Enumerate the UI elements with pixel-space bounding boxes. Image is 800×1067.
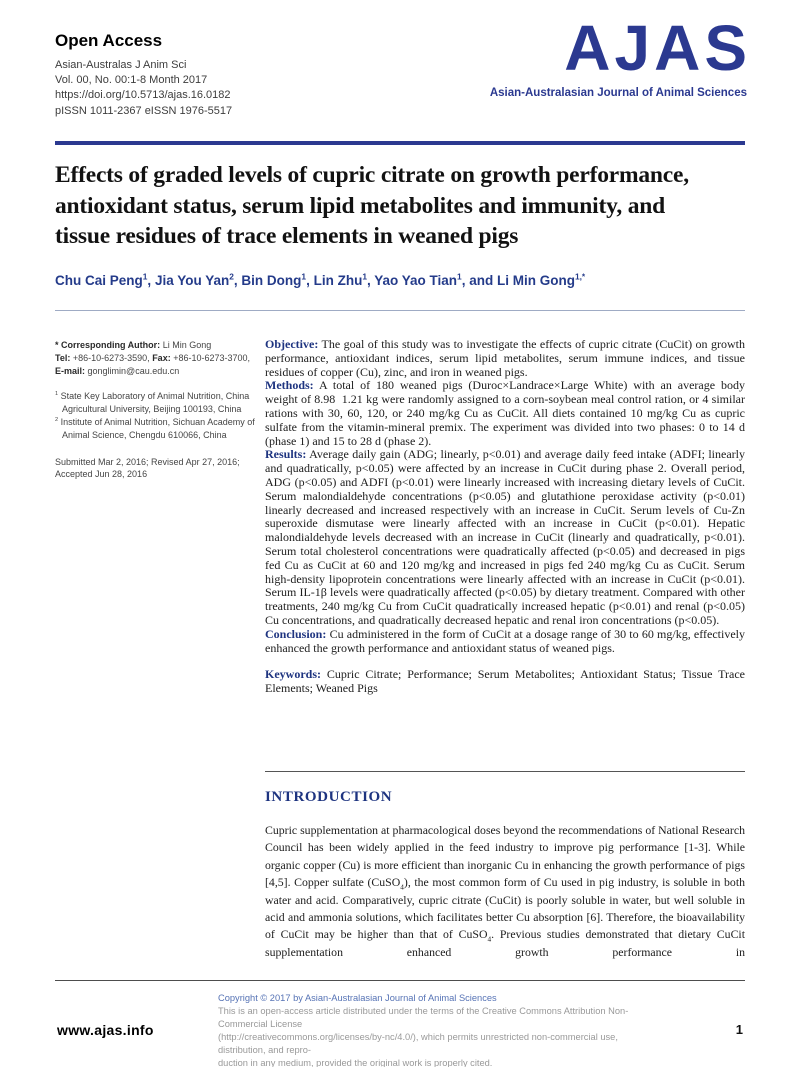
journal-website-link[interactable]: www.ajas.info (57, 1022, 154, 1038)
page-number: 1 (735, 1022, 743, 1037)
introduction-paragraph: Cupric supplementation at pharmacological doses beyond the recommendations of National Research Council has been widely applied in the feed industry to improve pig performance [1-3]. While organic copper (Cu) is more efficient than inorganic Cu in enhancing the growth performance of pigs [4,5]. Copper sulfate (CuSO$_4$), the most common form of Cu used in pig industry, is soluble in both water and acid. Comparatively, cupric citrate (CuCit) is poorly soluble in water, but well soluble in acid and ammonia solutions, which facilitates better Cu absorption [6]. Therefore, the bioavailability of CuCit may be higher than that of CuSO$_4$. Previous studies demonstrated that dietary CuCit supplementation enhanced growth performance in (265, 823, 745, 959)
keywords-block (265, 668, 745, 696)
ajas-logo: AJAS (564, 12, 751, 84)
methods-text: A total of 180 weaned pigs (Duroc×Landrace×Large White) with an average body weight of 8.98 1.21 kg were randomly assigned to a corn-soybean meal control ration, or 4 similar rations with 30, 60, 120, or 240 mg/kg Cu as CuCit. All diets contained 10 mg/kg Cu as cupric sulfate from the vitamin-mineral premix. The experiment was divided into two phases: 0 to 14 d (phase 1) and 15 to 28 d (phase 2). (265, 378, 745, 448)
footer-divider-rule (55, 980, 745, 981)
keywords-text: Cupric Citrate; Performance; Serum Metabolites; Antioxidant Status; Tissue Trace Elements; Weaned Pigs (265, 667, 746, 696)
journal-abbreviation: Asian-Australas J Anim Sci (55, 59, 187, 71)
results-label: Results: (265, 447, 307, 462)
abstract-conclusion (265, 628, 745, 656)
copyright-block (218, 992, 660, 1067)
article-title: Effects of graded levels of cupric citrate on growth performance, antioxidant status, serum lipid metabolites and immunity, and tissue residues of trace elements in weaned pigs (55, 162, 689, 249)
submission-dates (55, 456, 257, 482)
keywords-label: Keywords: (265, 667, 321, 682)
corresponding-author-block (55, 339, 257, 377)
dates-line-2: Accepted Jun 28, 2016 (55, 469, 148, 480)
abstract-methods (265, 379, 745, 448)
journal-citation-block (55, 58, 232, 119)
author-list: Chu Cai Peng$^1$, Jia You Yan$^2$, Bin Dong$^1$, Lin Zhu$^1$, Yao Yao Tian$^1$, and Li Min Gong$^{1,*}$ (55, 271, 586, 288)
introduction-divider-rule (265, 771, 745, 772)
open-access-label: Open Access (55, 31, 163, 50)
results-text: Average daily gain (ADG; linearly, p<0.01) and average daily feed intake (ADFI; linearly and quadratically, p<0.05) were affected by an increase in CuCit during phase 2. Overall period, ADG (p<0.05) and ADFI (p<0.01) were linearly increased with increasing dietary levels of CuCit. Serum malondialdehyde concentrations (p<0.05) and glutathione peroxidase activity (p<0.01) linearly decreased and increased respectively with an increase in CuCit. Serum levels of Cu-Zn superoxide dismutase were linearly affected with an increase in CuCit (p<0.01). Hepatic malondialdehyde levels decreased with an increase in CuCit (linearly and quadratically, p<0.01). Serum total cholesterol concentrations were quadratically affected (p<0.05) and decreased in pigs fed Cu as CuCit at 60 and 120 mg/kg and increased in pigs fed 240 mg/kg Cu as CuCit. Serum high-density lipoprotein concentrations were linearly affected with an increase in CuCit (p<0.01). Serum IL-1β levels were quadratically affected (p<0.05) by dietary treatment. Compared with other treatments, 240 mg/kg Cu from CuCit quadratically increased hepatic (p<0.01) and renal (p<0.05) Cu concentrations, and quadratically decreased hepatic and renal iron concentrations (p<0.05). (265, 447, 745, 627)
copyright-line: Copyright © 2017 by Asian-Australasian Journal of Animal Sciences (218, 993, 497, 1003)
authors-divider-rule (55, 310, 745, 311)
license-text: This is an open-access article distributed under the terms of the Creative Commons Attribution Non-Commercial License (http://creativecommons.org/licenses/by-nc/4.0/), which permits unrestricted non-commercial use, distribution, and repro- duction in any medium, provided the original work is properly cited. (218, 1006, 629, 1067)
journal-logo-block (489, 12, 751, 99)
journal-full-name: Asian-Australasian Journal of Animal Sciences (489, 87, 747, 99)
corresponding-author-label: * Corresponding Author: (55, 340, 161, 350)
header-divider-rule (55, 141, 745, 145)
email-link[interactable]: gonglimin@cau.edu.cn (87, 365, 180, 376)
tel-value: +86-10-6273-3590, (72, 352, 150, 363)
introduction-heading: INTRODUCTION (265, 789, 393, 805)
methods-label: Methods: (265, 378, 314, 393)
abstract-section (265, 338, 745, 696)
fax-label: Fax: (152, 352, 171, 363)
article-info-column (55, 339, 257, 481)
affiliations-block: $^1$ State Key Laboratory of Animal Nutrition, China Agricultural University, Beijing 100193, China $^2$ Institute of Animal Nutrition, Sichuan Academy of Animal Science, Chengdu 610066, China (55, 391, 255, 440)
conclusion-label: Conclusion: (265, 626, 327, 641)
objective-label: Objective: (265, 337, 319, 351)
tel-label: Tel: (55, 352, 71, 363)
abstract-results (265, 448, 745, 627)
email-label: E-mail: (55, 365, 86, 376)
abstract-objective (265, 338, 745, 379)
fax-value: +86-10-6273-3700, (173, 352, 251, 363)
corresponding-author-name: Li Min Gong (162, 340, 212, 350)
volume-issue-line: Vol. 00, No. 00:1-8 Month 2017 (55, 74, 208, 87)
issn-line: pISSN 1011-2367 eISSN 1976-5517 (55, 104, 233, 117)
dates-line-1: Submitted Mar 2, 2016; Revised Apr 27, 2016; (55, 456, 240, 467)
objective-text: The goal of this study was to investigate the effects of cupric citrate (CuCit) on growth performance, antioxidant indices, serum lipid metabolites, serum immune indices, and tissue residues of copper (Cu), zinc, and iron in weaned pigs. (265, 337, 745, 379)
doi-link[interactable]: https://doi.org/10.5713/ajas.16.0182 (55, 89, 231, 102)
conclusion-text: Cu administered in the form of CuCit at a dosage range of 30 to 60 mg/kg, effectively enhanced the growth performance and antioxidant status of weaned pigs. (265, 626, 746, 655)
